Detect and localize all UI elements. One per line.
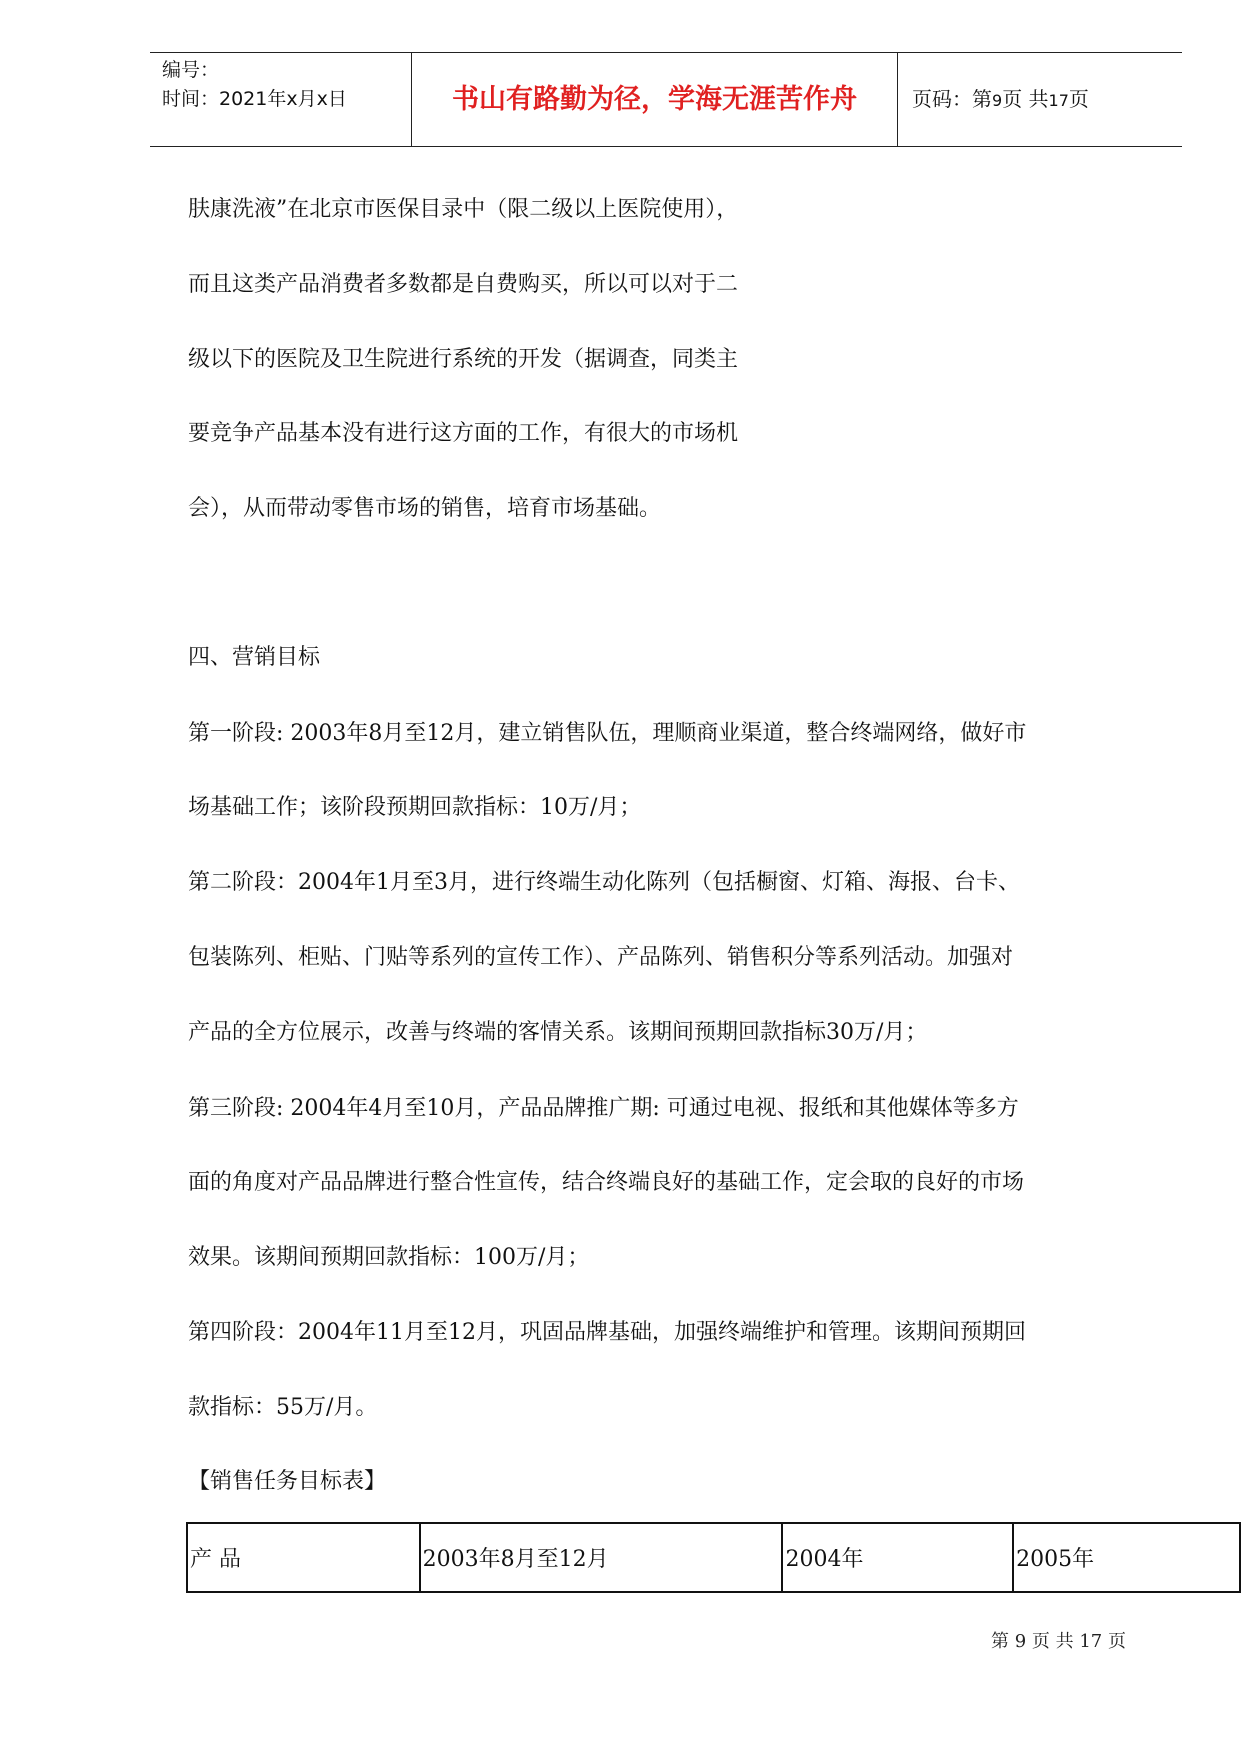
body-text-line: 第三阶段: 2004年4月至10月，产品品牌推广期: 可通过电视、报纸和其他媒体等多方: [188, 1096, 1019, 1121]
table-header-cell: 2005年: [1013, 1523, 1240, 1592]
table-header-cell: 2003年8月至12月: [420, 1523, 783, 1592]
page-footer: 第 9 页 共 17 页: [991, 1631, 1126, 1652]
table-header-cell: 2004年: [782, 1523, 1013, 1592]
body-text-line: 会），从而带动零售市场的销售，培育市场基础。: [188, 496, 662, 521]
body-text-line: 第一阶段: 2003年8月至12月，建立销售队伍，理顺商业渠道，整合终端网络，做好市: [188, 721, 1027, 746]
body-text-line: 第四阶段：2004年11月至12月，巩固品牌基础，加强终端维护和管理。该期间预期回: [188, 1320, 1026, 1345]
sales-target-table: [186, 1522, 1241, 1593]
number-label: 编号：: [162, 59, 220, 81]
page-header: [150, 52, 1182, 147]
body-text-line: 要竞争产品基本没有进行这方面的工作，有很大的市场机: [188, 421, 739, 446]
section-heading: 四、营销目标: [188, 645, 321, 670]
body-text-line: 而且这类产品消费者多数都是自费购买，所以可以对于二: [188, 272, 739, 297]
page-mid: 页 共: [1002, 87, 1049, 111]
table-caption: 【销售任务目标表】: [188, 1469, 387, 1494]
page-current: 9: [992, 91, 1003, 110]
body-text-line: 款指标：55万/月。: [188, 1395, 378, 1420]
page-prefix: 页码：第: [912, 87, 992, 111]
table-header-cell: 产 品: [187, 1523, 420, 1592]
body-text-line: 肤康洗液”在北京市医保目录中（限二级以上医院使用），: [188, 197, 739, 222]
table-header-row: [187, 1523, 1240, 1592]
time-label: 时间：2021年x月x日: [162, 88, 347, 110]
body-text-line: 包装陈列、柜贴、门贴等系列的宣传工作）、产品陈列、销售积分等系列活动。加强对: [188, 945, 1014, 970]
body-text-line: 面的角度对产品品牌进行整合性宣传，结合终端良好的基础工作，定会取的良好的市场: [188, 1170, 1025, 1195]
body-text-line: 第二阶段：2004年1月至3月，进行终端生动化陈列（包括橱窗、灯箱、海报、台卡、: [188, 870, 1020, 895]
body-text-line: 效果。该期间预期回款指标：100万/月；: [188, 1245, 590, 1270]
header-page-indicator: [912, 53, 1089, 146]
page-suffix: 页: [1068, 87, 1089, 111]
header-motto: 书山有路勤为径，学海无涯苦作舟: [452, 84, 857, 115]
body-text-line: 场基础工作；该阶段预期回款指标：10万/月；: [188, 795, 642, 820]
header-divider: [897, 53, 898, 146]
page-total: 17: [1048, 91, 1069, 110]
body-text-line: 级以下的医院及卫生院进行系统的开发（据调查，同类主: [188, 347, 739, 372]
header-meta: [162, 56, 347, 114]
body-text-line: 产品的全方位展示，改善与终端的客情关系。该期间预期回款指标30万/月；: [188, 1020, 928, 1045]
